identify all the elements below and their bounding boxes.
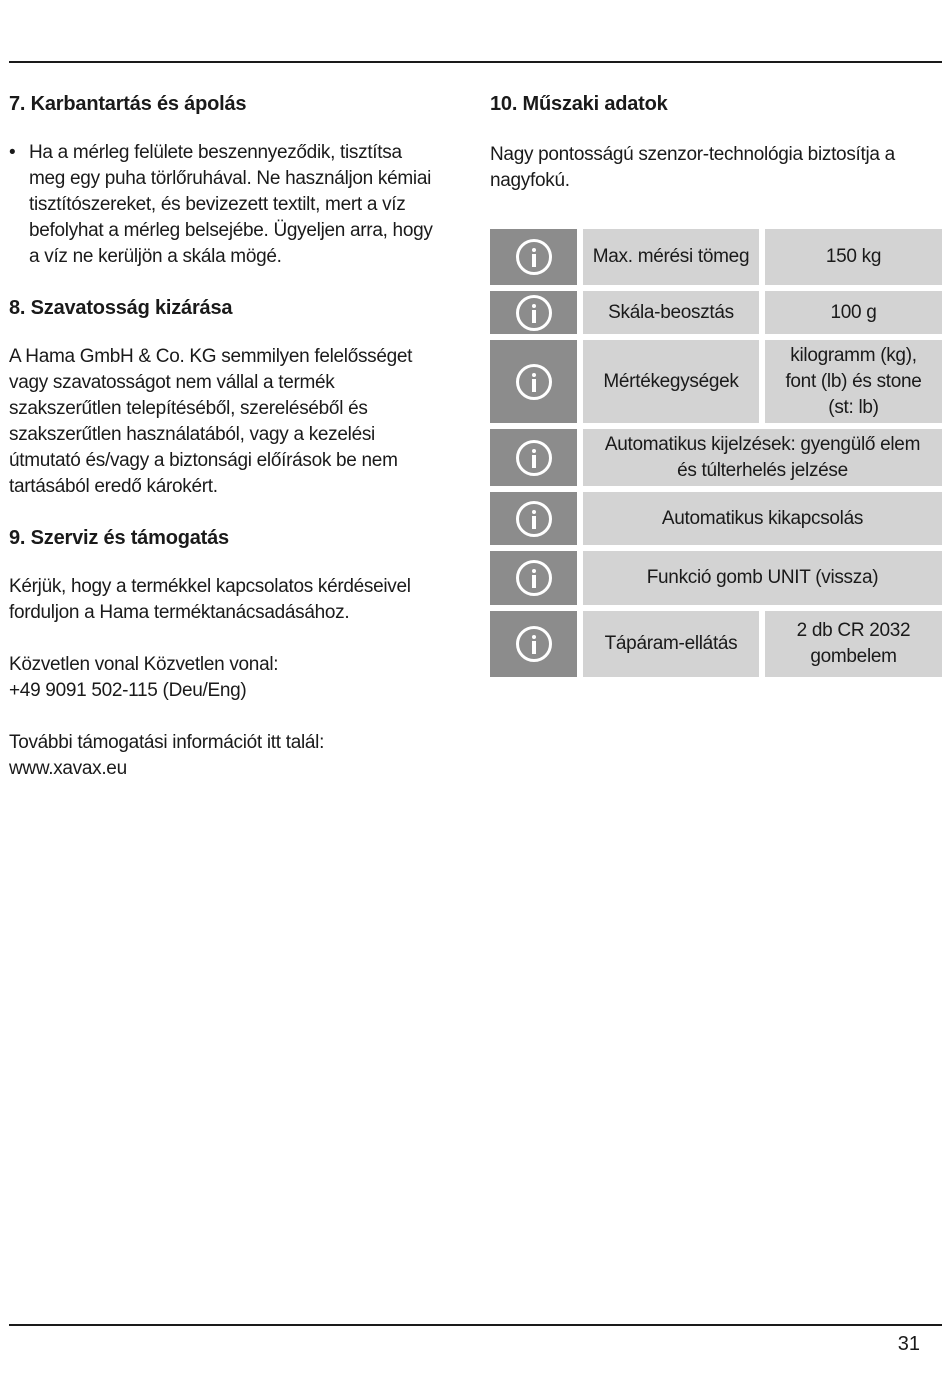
spec-value (765, 291, 942, 334)
list-item (9, 140, 469, 270)
spec-full-line: Automatikus kijelzések: gyengülő elem (604, 433, 921, 455)
text-line: tartásából eredő károkért. (9, 476, 218, 497)
spec-value-line: 2 db CR 2032 (796, 620, 911, 641)
text-line: vagy szavatosságot nem vállal a termék (9, 372, 335, 393)
info-icon (516, 440, 552, 476)
info-icon (516, 295, 552, 331)
right-column (490, 88, 942, 194)
info-icon (516, 364, 552, 400)
spec-row (490, 551, 942, 605)
specs-table (490, 229, 942, 683)
info-icon-cell (490, 229, 577, 285)
section-9-paragraph-1 (9, 574, 469, 626)
spec-full-line: Funkció gomb UNIT (vissza) (646, 567, 879, 588)
text-line: További támogatási információt itt talál: (9, 732, 325, 753)
info-icon (516, 560, 552, 596)
website-link[interactable]: www.xavax.eu (9, 758, 127, 779)
spec-value-line: font (lb) és stone (785, 370, 922, 392)
section-9-title: 9. Szerviz és támogatás (9, 527, 229, 549)
spec-row (490, 611, 942, 677)
bottom-rule (9, 1324, 942, 1326)
spec-value (765, 340, 942, 423)
spec-value-line: gombelem (810, 646, 897, 667)
spec-label: Skála-beosztás (583, 291, 759, 334)
info-icon-cell (490, 551, 577, 605)
spec-row (490, 429, 942, 486)
spec-full (583, 551, 942, 605)
text-line: szakszerűtlen telepítéséből, szereléséből és (9, 398, 368, 419)
text-line: • Ha a mérleg felülete beszennyeződik, tisztítsa (29, 142, 402, 163)
spec-row (490, 340, 942, 423)
spec-full-line: és túlterhelés jelzése (677, 459, 848, 481)
spec-value-line: 150 kg (825, 246, 882, 267)
page-number: 31 (897, 1333, 920, 1355)
spec-row (490, 229, 942, 285)
section-7-title: 7. Karbantartás és ápolás (9, 93, 247, 115)
text-line: A Hama GmbH & Co. KG semmilyen felelősséget (9, 346, 413, 367)
text-line: forduljon a Hama terméktanácsadásához. (9, 602, 350, 623)
section-10-title: 10. Műszaki adatok (490, 93, 668, 115)
spec-label: Max. mérési tömeg (583, 229, 759, 285)
text-line: szakszerűtlen használatából, vagy a kezelési (9, 424, 375, 445)
spec-value-line: 100 g (830, 301, 877, 323)
info-icon-cell (490, 291, 577, 334)
section-10-intro (490, 142, 942, 194)
text-line: a víz ne kerüljön a skála mögé. (29, 246, 282, 267)
info-icon-cell (490, 340, 577, 423)
text-line: Nagy pontosságú szenzor-technológia biztosítja a (490, 144, 895, 165)
spec-full-line: Automatikus kikapcsolás (661, 507, 864, 529)
info-icon-cell (490, 611, 577, 677)
info-icon (516, 239, 552, 275)
spec-value-line: kilogramm (kg), (790, 344, 917, 366)
left-column (9, 88, 469, 782)
spec-full (583, 492, 942, 545)
info-icon-cell (490, 429, 577, 486)
spec-value (765, 229, 942, 285)
info-icon (516, 626, 552, 662)
spec-value (765, 611, 942, 677)
spec-full (583, 429, 942, 486)
info-icon (516, 501, 552, 537)
spec-label: Mértékegységek (583, 340, 759, 423)
spec-row (490, 291, 942, 334)
section-7-list (9, 140, 469, 270)
text-line: Kérjük, hogy a termékkel kapcsolatos kérdéseivel (9, 576, 411, 597)
section-8-text (9, 344, 469, 500)
text-line: Közvetlen vonal Közvetlen vonal: (9, 654, 279, 675)
text-line: tisztítószereket, és bevizezett textilt, mert a víz (29, 194, 406, 215)
spec-value-line: (st: lb) (828, 396, 879, 418)
text-line: útmutató és/vagy a biztonsági előírások be nem (9, 450, 398, 471)
text-line: befolyhat a mérleg belsejébe. Ügyeljen arra, hogy (29, 220, 433, 241)
text-line: nagyfokú. (490, 170, 570, 191)
top-rule (9, 61, 942, 63)
section-9-paragraph-3 (9, 730, 469, 782)
text-line: meg egy puha törlőruhával. Ne használjon kémiai (29, 168, 432, 189)
section-8-title: 8. Szavatosság kizárása (9, 297, 233, 319)
phone-number: +49 9091 502-115 (Deu/Eng) (9, 680, 247, 701)
section-9-paragraph-2 (9, 652, 469, 704)
info-icon-cell (490, 492, 577, 545)
spec-label: Tápáram-ellátás (583, 611, 759, 677)
spec-row (490, 492, 942, 545)
